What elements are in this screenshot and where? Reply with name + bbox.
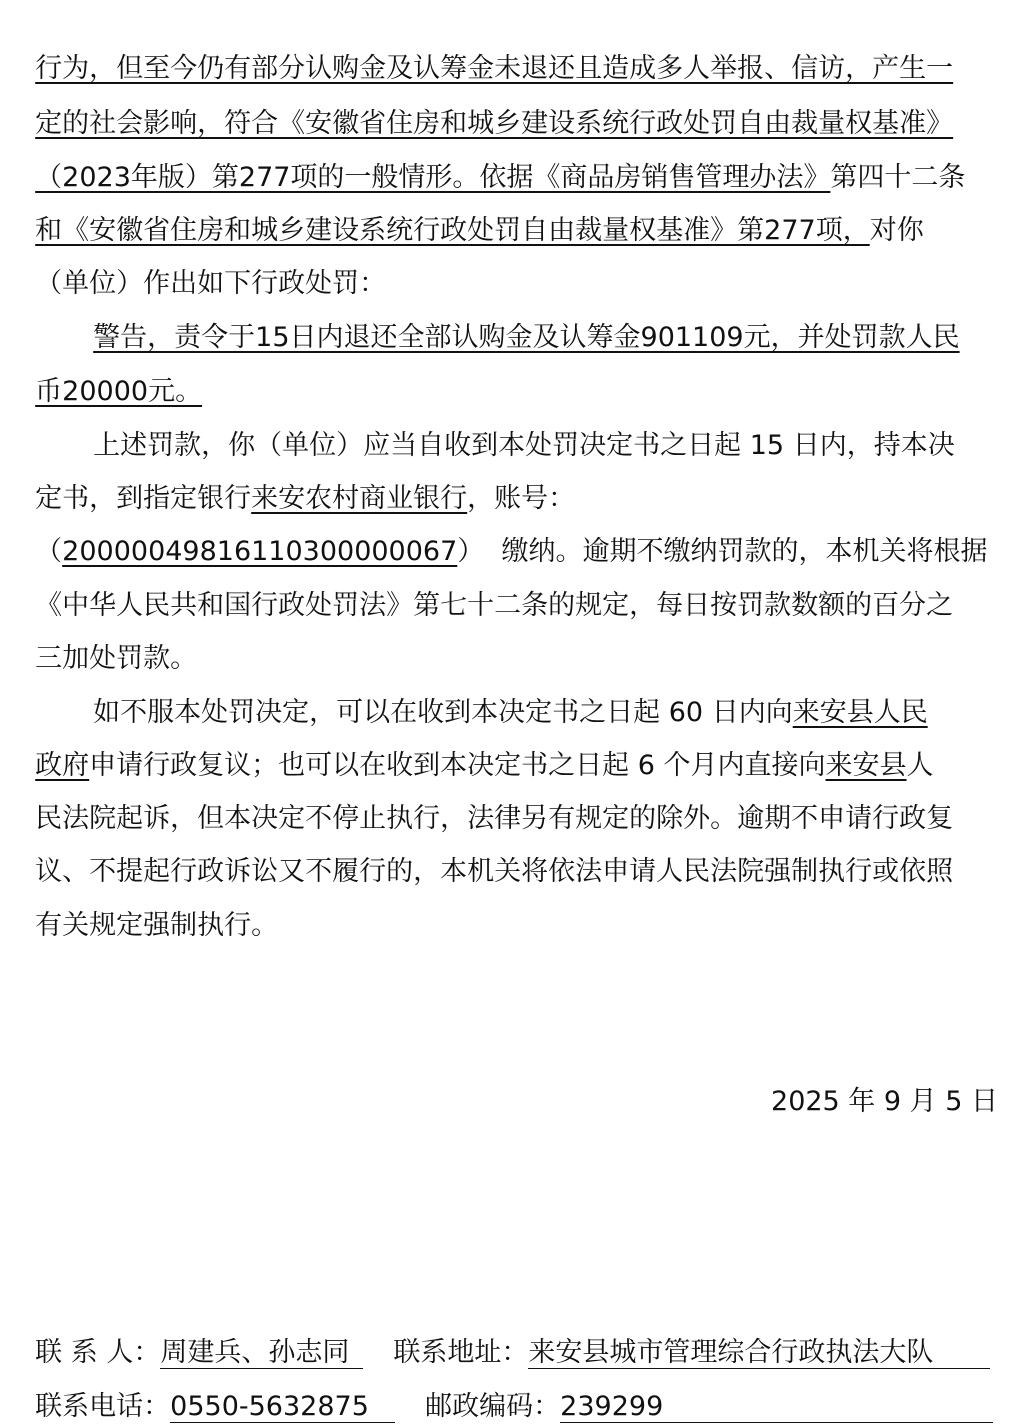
legal-basis-text: 和《安徽省住房和城乡建设系统行政处罚自由裁量权基准》第277项， [35, 215, 870, 246]
text-line-9 [18, 442, 576, 514]
plain-text: ，账号： [467, 483, 576, 514]
text-line-1 [18, 12, 954, 84]
penalty-content-text: 警告，责令于15日内退还全部认购金及认筹金901109元，并处罚款人民 [93, 322, 960, 353]
text-line-4 [18, 174, 924, 246]
contact-address-label: 联系地址： [393, 1337, 529, 1368]
text-line-5 [18, 227, 387, 299]
plain-text: 人 [906, 750, 934, 781]
penalty-content-text: 币20000元。 [35, 376, 203, 407]
text-line-16 [18, 815, 954, 887]
plain-text: 《中华人民共和国行政处罚法》第七十二条的规定，每日按罚款数额的百分之 [35, 590, 954, 621]
penalty-reason-text: 行为，但至今仍有部分认购金及认筹金未退还且造成多人举报、信访，产生一 [35, 53, 954, 84]
text-line-8 [76, 389, 955, 461]
plain-text: （单位）作出如下行政处罚： [35, 268, 387, 299]
text-line-7 [18, 335, 203, 407]
document-date: 2025 年 9 月 5 日 [771, 1086, 998, 1117]
text-line-11 [18, 549, 954, 621]
penalty-reason-text: 定的社会影响，符合《安徽省住房和城乡建设系统行政处罚自由裁量权基准》 [35, 108, 954, 139]
court-name: 来安县 [825, 750, 907, 781]
contact-person-label: 联 系 人： [35, 1337, 161, 1368]
postcode-value: 239299 [560, 1392, 993, 1423]
review-authority: 来安县人民 [792, 697, 928, 728]
review-authority: 政府 [35, 750, 90, 781]
contact-person-value: 周建兵、孙志同 [160, 1338, 363, 1369]
plain-text: 定书，到指定银行 [35, 483, 252, 514]
phone-value: 0550-5632875 [170, 1392, 395, 1423]
plain-text: （ [35, 536, 63, 567]
plain-text: 对你 [869, 215, 924, 246]
bank-account-number: 20000049816110300000067 [62, 536, 458, 567]
plain-text: 三加处罚款。 [35, 643, 198, 674]
text-line-15 [18, 762, 954, 834]
text-line-17 [18, 869, 279, 941]
text-line-2 [18, 67, 954, 139]
postcode-label: 邮政编码： [425, 1391, 561, 1422]
plain-text: 如不服本处罚决定，可以在收到本决定书之日起 60 日内向 [93, 697, 793, 728]
text-line-14 [18, 709, 934, 781]
text-line-10 [18, 495, 988, 567]
plain-text: 民法院起诉，但本决定不停止执行，法律另有规定的除外。逾期不申请行政复 [35, 803, 954, 834]
bank-name: 来安农村商业银行 [251, 483, 468, 514]
plain-text: 议、不提起行政诉讼又不履行的，本机关将依法申请人民法院强制执行或依照 [35, 856, 954, 887]
legal-article-text: 第四十二条 [830, 162, 966, 193]
text-line-12 [18, 602, 198, 674]
text-line-6 [76, 281, 960, 353]
plain-text: 上述罚款，你（单位）应当自收到本处罚决定书之日起 15 日内，持本决 [93, 430, 955, 461]
text-line-13 [76, 656, 928, 728]
plain-text: ） 缴纳。逾期不缴纳罚款的，本机关将根据 [457, 536, 988, 567]
footer-phone-row [18, 1350, 993, 1426]
plain-text: 申请行政复议；也可以在收到本决定书之日起 6 个月内直接向 [89, 750, 826, 781]
phone-label: 联系电话： [35, 1391, 171, 1422]
plain-text: 有关规定强制执行。 [35, 910, 279, 941]
contact-address-value: 来安县城市管理综合行政执法大队 [528, 1338, 990, 1369]
text-line-3 [18, 121, 966, 193]
legal-basis-text: （2023年版）第277项的一般情形。依据《商品房销售管理办法》 [35, 162, 831, 193]
